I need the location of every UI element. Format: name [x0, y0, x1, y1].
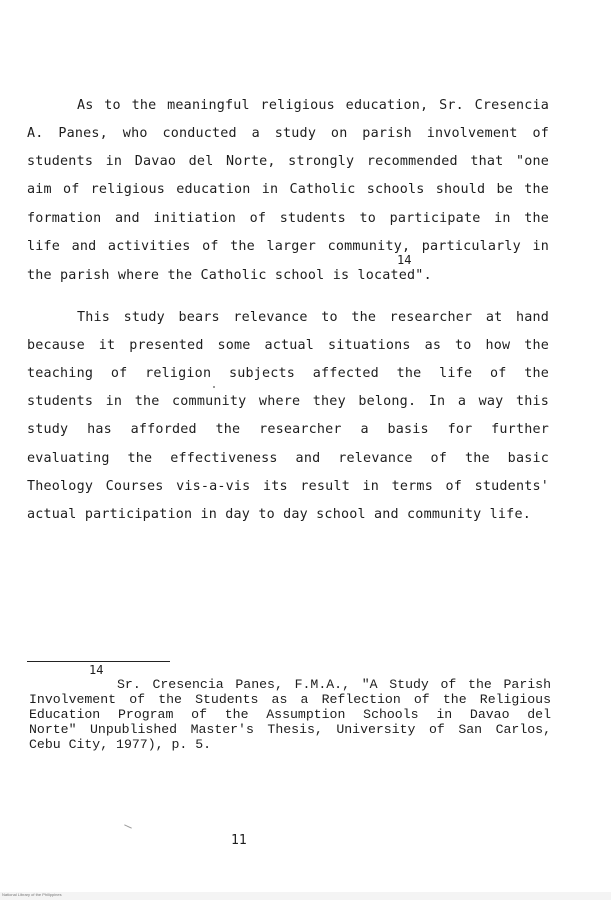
paragraph1-line: As to the meaningful religious education, Sr. Cresencia	[77, 98, 549, 113]
paragraph1-line: formation and initiation of students to participate in the	[27, 211, 549, 226]
footnote-line: Education Program of the Assumption Schools in Davao del	[29, 707, 551, 722]
paragraph2-line: actual participation in day to day school and community life.	[27, 507, 531, 522]
archive-strip-text: National Library of the Philippines	[2, 892, 62, 897]
paragraph2-line: study has afforded the researcher a basis for further	[27, 422, 549, 437]
scan-speck	[213, 386, 215, 388]
page-number: 11	[231, 833, 247, 848]
footnote-line: Involvement of the Students as a Reflection of the Religious	[29, 692, 551, 707]
scan-speck	[124, 824, 132, 828]
paragraph2-line: teaching of religion subjects affected the life of the	[27, 366, 549, 381]
paragraph2-line: because it presented some actual situations as to how the	[27, 338, 549, 353]
paragraph2-line: This study bears relevance to the researcher at hand	[77, 310, 549, 325]
footnote-line: Sr. Cresencia Panes, F.M.A., "A Study of the Parish	[117, 677, 551, 692]
footnote-divider	[27, 661, 170, 662]
paragraph1-line: life and activities of the larger community, particularly in	[27, 239, 549, 254]
footnote-number: 14	[89, 663, 104, 677]
paragraph2-line: Theology Courses vis-a-vis its result in terms of students'	[27, 479, 549, 494]
paragraph1-line: A. Panes, who conducted a study on parish involvement of	[27, 126, 549, 141]
paragraph2-line: evaluating the effectiveness and relevance of the basic	[27, 451, 549, 466]
paragraph1-line: the parish where the Catholic school is located".	[27, 268, 432, 283]
paragraph2-line: students in the community where they belong. In a way this	[27, 394, 549, 409]
archive-strip	[0, 892, 611, 900]
paragraph1-line: aim of religious education in Catholic schools should be the	[27, 182, 549, 197]
footnote-reference-marker: 14	[397, 253, 412, 267]
paragraph1-line: students in Davao del Norte, strongly recommended that "one	[27, 154, 549, 169]
footnote-line: Norte" Unpublished Master's Thesis, University of San Carlos,	[29, 722, 551, 737]
footnote-line: Cebu City, 1977), p. 5.	[29, 737, 212, 752]
